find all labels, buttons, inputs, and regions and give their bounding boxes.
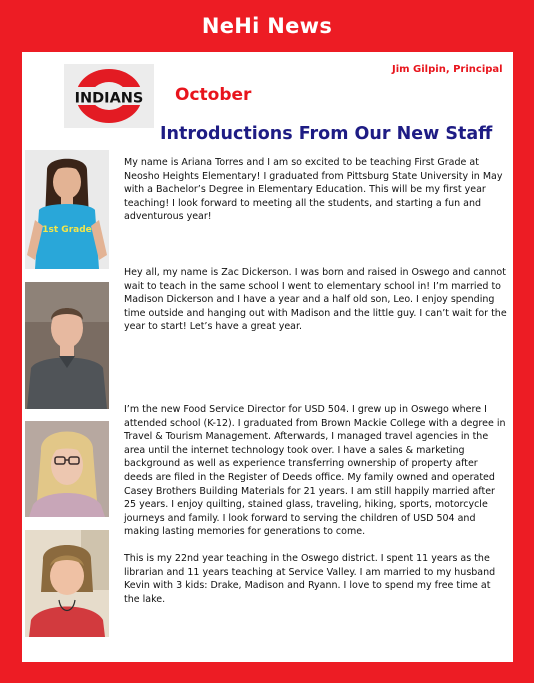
indians-logo bbox=[64, 64, 154, 128]
staff-photo-1 bbox=[25, 150, 109, 269]
newsletter-month: October bbox=[175, 85, 252, 105]
logo-text: INDIANS bbox=[74, 90, 144, 107]
indians-logo-graphic bbox=[64, 64, 154, 128]
newsletter-banner bbox=[0, 0, 534, 52]
staff-photo-2 bbox=[25, 282, 109, 409]
staff-photo-3 bbox=[25, 421, 109, 517]
staff-bio-4: This is my 22nd year teaching in the Oswego district. I spent 11 years as the librarian and 11 years teaching at Service Valley. I am married to my husband Kevin with 3 kids: Drake, Madison and Ryann. I love to spend my free time at the lake. bbox=[124, 553, 496, 605]
shirt-text: 1st Grade bbox=[42, 225, 92, 235]
principal-name: Jim Gilpin, Principal bbox=[392, 64, 503, 75]
section-heading: Introductions From Our New Staff bbox=[160, 124, 493, 144]
newsletter-title: NeHi News bbox=[201, 14, 333, 38]
staff-photo-4 bbox=[25, 530, 109, 637]
staff-bio-1: My name is Ariana Torres and I am so excited to be teaching First Grade at Neosho Heights Elementary! I graduated from Pittsburg State University in May with a Bachelor’s Degree in Elementary Education. This will be my first year teaching! I look forward to meeting all the students, and starting a fun and adventurous year! bbox=[124, 157, 503, 223]
staff-bio-2: Hey all, my name is Zac Dickerson. I was born and raised in Oswego and cannot wait to teach in the same school I went to elementary school in! I’m married to Madison Dickerson and I have a year and a half old son, Leo. I enjoy spending time outside and hanging out with Madison and the little guy. I can’t wait for the year to start! Let’s have a great year. bbox=[124, 267, 507, 333]
staff-bio-3: I’m the new Food Service Director for USD 504. I grew up in Oswego where I attended school (K-12). I graduated from Brown Mackie College with a degree in Travel & Tourism Management. Afterwards, I managed travel agencies in the area until the internet technology took over. I have a sales & marketing background as well as experience transferring ownership of property after deeds are filed in the Register of Deeds office. My family owned and operated Casey Brothers Building Materials for 21 years. I am still happily married after 25 years. I enjoy quilting, stained glass, traveling, hiking, sports, motorcycle journeys and family. I look forward to serving the children of USD 504 and making lasting memories for generations to come. bbox=[124, 404, 506, 538]
